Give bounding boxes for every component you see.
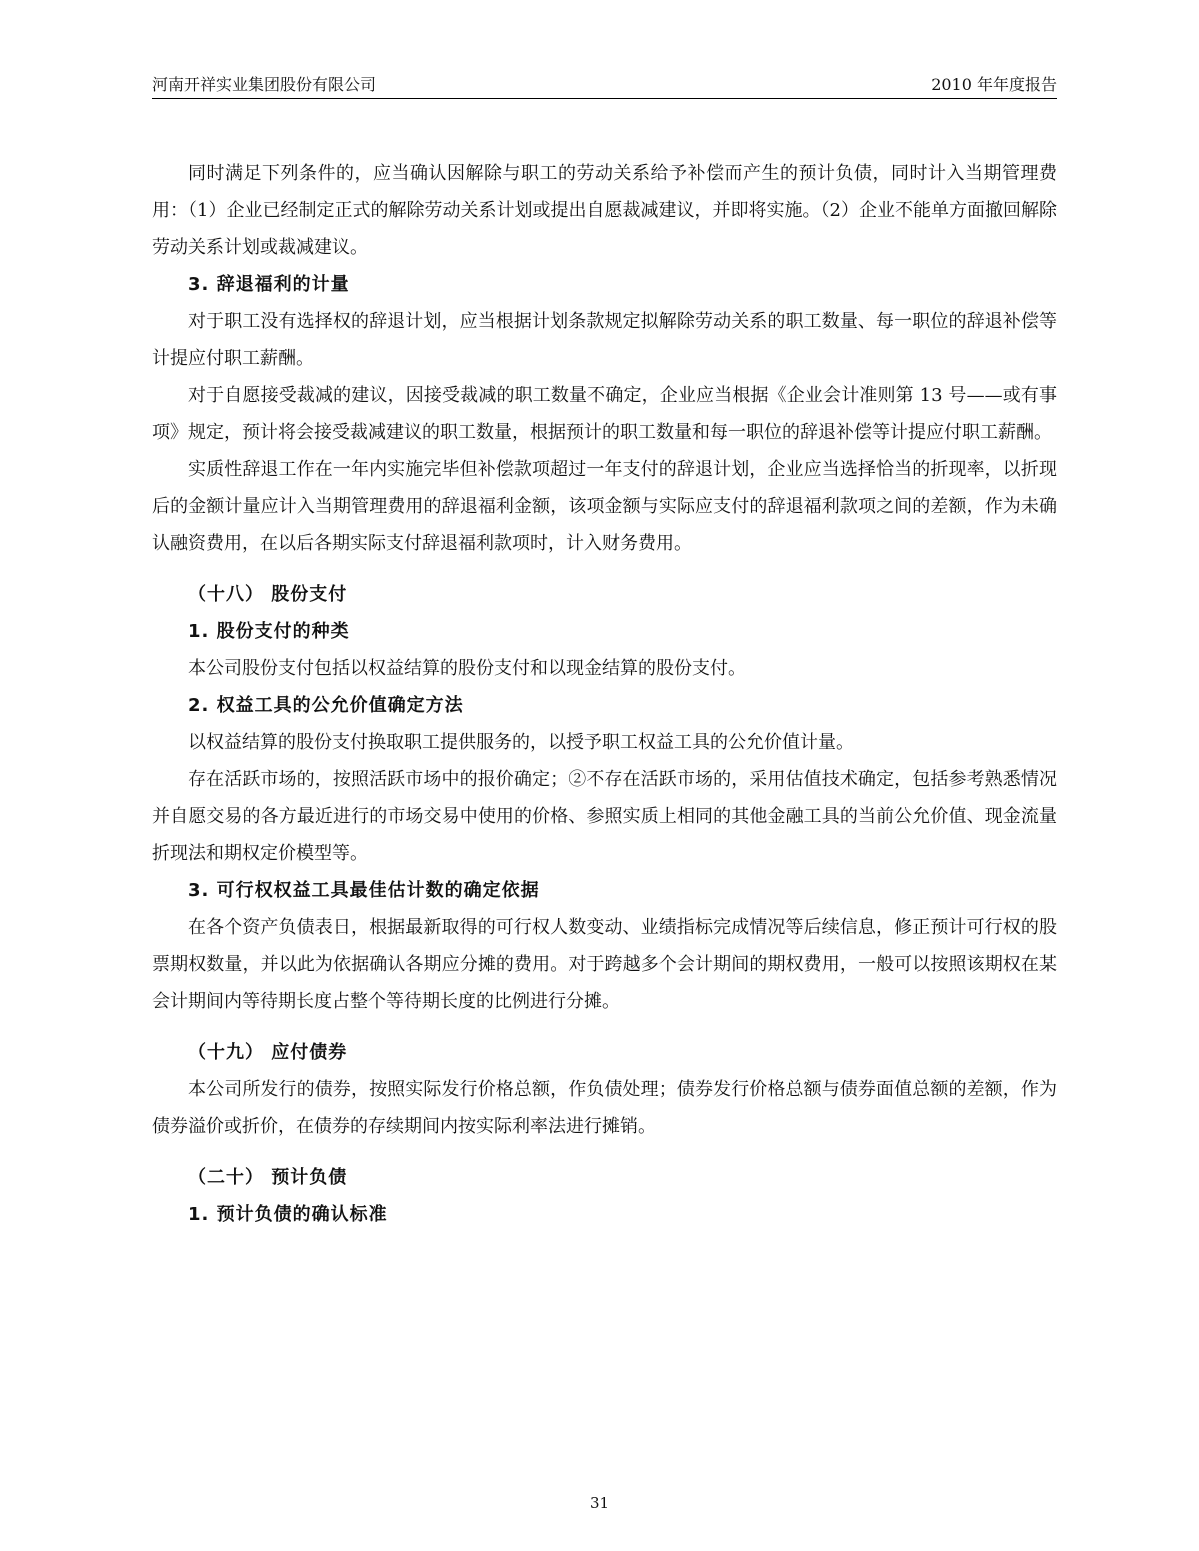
subheading: 1. 股份支付的种类: [188, 621, 350, 642]
subheading: 3. 辞退福利的计量: [188, 274, 350, 295]
subheading: 3. 可行权权益工具最佳估计数的确定依据: [188, 880, 540, 901]
paragraph: 实质性辞退工作在一年内实施完毕但补偿款项超过一年支付的辞退计划，企业应当选择恰当的折现率，以折现后的金额计量应计入当期管理费用的辞退福利金额，该项金额与实际应支付的辞退福利款项之间的差额，作为未确认融资费用，在以后各期实际支付辞退福利款项时，计入财务费用。: [152, 459, 1057, 554]
paragraph: 本公司股份支付包括以权益结算的股份支付和以现金结算的股份支付。: [188, 658, 746, 679]
subheading: 2. 权益工具的公允价值确定方法: [188, 695, 464, 716]
paragraph: 对于自愿接受裁减的建议，因接受裁减的职工数量不确定，企业应当根据《企业会计准则第 13 号——或有事项》规定，预计将会接受裁减建议的职工数量，根据预计的职工数量和每一职位的辞退补偿等计提应付职工薪酬。: [152, 385, 1057, 443]
page-header: [152, 70, 1057, 99]
paragraph: 本公司所发行的债券，按照实际发行价格总额，作负债处理；债券发行价格总额与债券面值总额的差额，作为债券溢价或折价，在债券的存续期间内按实际利率法进行摊销。: [152, 1079, 1057, 1137]
section-heading: （十八） 股份支付: [188, 584, 348, 605]
paragraph: 在各个资产负债表日，根据最新取得的可行权人数变动、业绩指标完成情况等后续信息，修正预计可行权的股票期权数量，并以此为依据确认各期应分摊的费用。对于跨越多个会计期间的期权费用，一般可以按照该期权在某会计期间内等待期长度占整个等待期长度的比例进行分摊。: [152, 917, 1057, 1012]
page-number: 31: [589, 1494, 610, 1512]
subheading: 1. 预计负债的确认标准: [188, 1204, 388, 1225]
header-report-title: 2010 年年度报告: [931, 75, 1057, 94]
paragraph: 同时满足下列条件的，应当确认因解除与职工的劳动关系给予补偿而产生的预计负债，同时计入当期管理费用：（1）企业已经制定正式的解除劳动关系计划或提出自愿裁减建议，并即将实施。（2）企业不能单方面撤回解除劳动关系计划或裁减建议。: [152, 163, 1057, 258]
paragraph: 存在活跃市场的，按照活跃市场中的报价确定；②不存在活跃市场的，采用估值技术确定，包括参考熟悉情况并自愿交易的各方最近进行的市场交易中使用的价格、参照实质上相同的其他金融工具的当前公允价值、现金流量折现法和期权定价模型等。: [152, 769, 1057, 864]
document-body: [152, 155, 1057, 1233]
header-company: 河南开祥实业集团股份有限公司: [152, 75, 377, 94]
paragraph: 对于职工没有选择权的辞退计划，应当根据计划条款规定拟解除劳动关系的职工数量、每一职位的辞退补偿等计提应付职工薪酬。: [152, 311, 1057, 369]
section-heading: （二十） 预计负债: [188, 1167, 348, 1188]
section-heading: （十九） 应付债券: [188, 1042, 348, 1063]
paragraph: 以权益结算的股份支付换取职工提供服务的，以授予职工权益工具的公允价值计量。: [188, 732, 854, 753]
